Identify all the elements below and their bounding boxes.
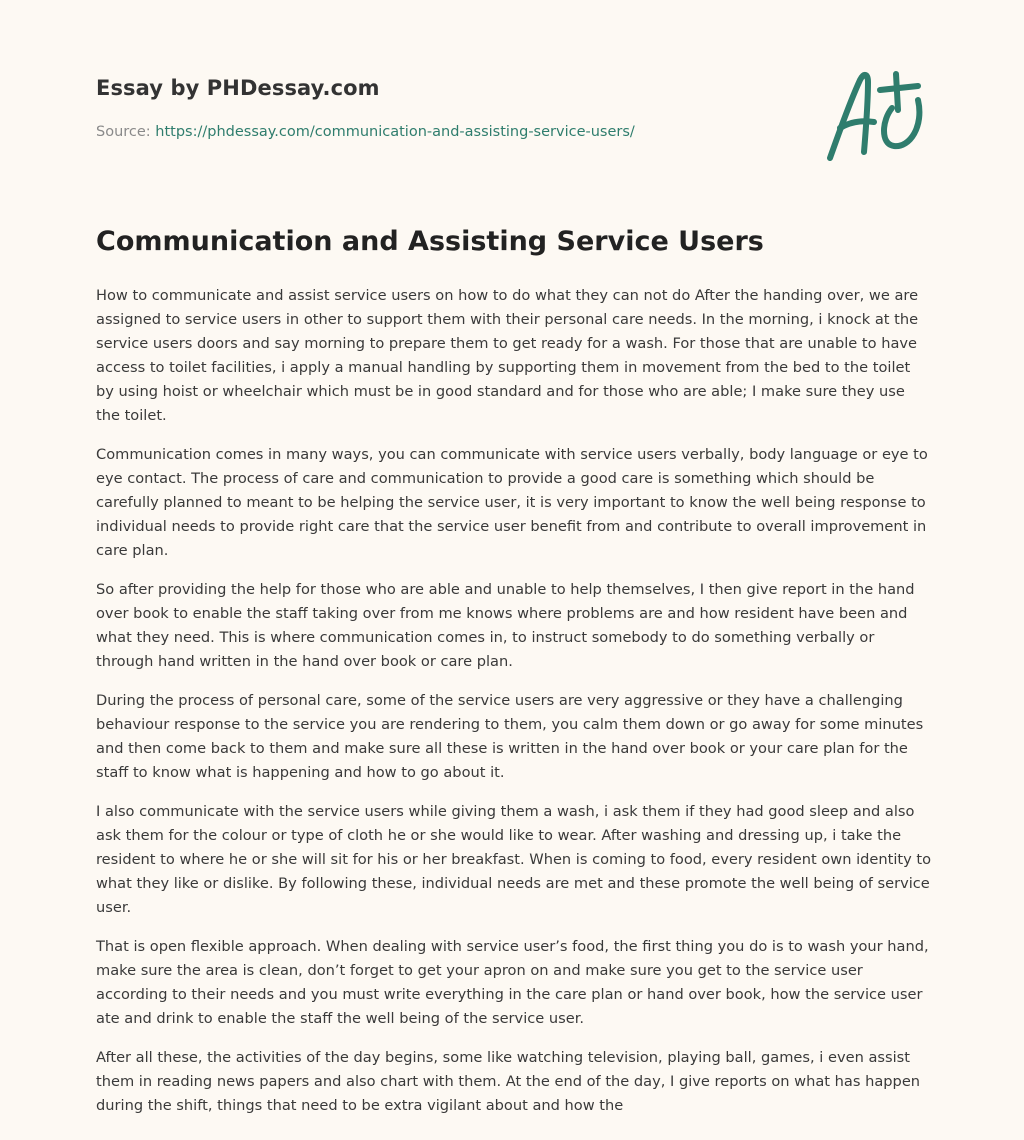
- essay-paragraph: Communication comes in many ways, you can communicate with service users verbally, body language or eye to eye contact. The process of care and communication to provide a good care is something which should be carefully planned to meant to be helping the service user, it is very important to know the well being response to individual needs to provide right care that the service user benefit from and contribute to overall improvement in care plan.: [96, 446, 928, 559]
- essay-paragraph: So after providing the help for those who are able and unable to help themselves, I then give report in the hand over book to enable the staff taking over from me knows where problems are and how resident have been and what they need. This is where communication comes in, to instruct somebody to do something verbally or through hand written in the hand over book or care plan.: [96, 581, 915, 670]
- essay-body: [96, 284, 932, 1133]
- source-link[interactable]: https://phdessay.com/communication-and-assisting-service-users/: [155, 124, 635, 140]
- essay-paragraph: After all these, the activities of the day begins, some like watching television, playing ball, games, i even assist them in reading news papers and also chart with them. At the end of the day, I give reports on what has happen during the shift, things that need to be extra vigilant about and how the: [96, 1049, 921, 1114]
- essay-title: Communication and Assisting Service Users: [96, 226, 764, 257]
- essay-paragraph: How to communicate and assist service users on how to do what they can not do After the handing over, we are assigned to service users in other to support them with their personal care needs. In the morning, i knock at the service users doors and say morning to prepare them to get ready for a wash. For those that are unable to have access to toilet facilities, i apply a manual handling by supporting them in movement from the bed to the toilet by using hoist or wheelchair which must be in good standard and for those who are able; I make sure they use the toilet.: [96, 287, 919, 424]
- site-brand: Essay by PHDessay.com: [96, 76, 380, 100]
- source-label: Source:: [96, 124, 151, 140]
- a-plus-logo-icon: [818, 66, 928, 166]
- essay-paragraph: I also communicate with the service users while giving them a wash, i ask them if they had good sleep and also ask them for the colour or type of cloth he or she would like to wear. After washing and dressing up, i take the resident to where he or she will sit for his or her breakfast. When is coming to food, every resident own identity to what they like or dislike. By following these, individual needs are met and these promote the well being of service user.: [96, 803, 932, 916]
- essay-paragraph: During the process of personal care, some of the service users are very aggressive or they have a challenging behaviour response to the service you are rendering to them, you calm them down or go away for some minutes and then come back to them and make sure all these is written in the hand over book or your care plan for the staff to know what is happening and how to go about it.: [96, 692, 924, 781]
- source-line: [96, 124, 635, 140]
- essay-paragraph: That is open flexible approach. When dealing with service user’s food, the first thing you do is to wash your hand, make sure the area is clean, don’t forget to get your apron on and make sure you get to the service user according to their needs and you must write everything in the care plan or hand over book, how the service user ate and drink to enable the staff the well being of the service user.: [96, 938, 929, 1027]
